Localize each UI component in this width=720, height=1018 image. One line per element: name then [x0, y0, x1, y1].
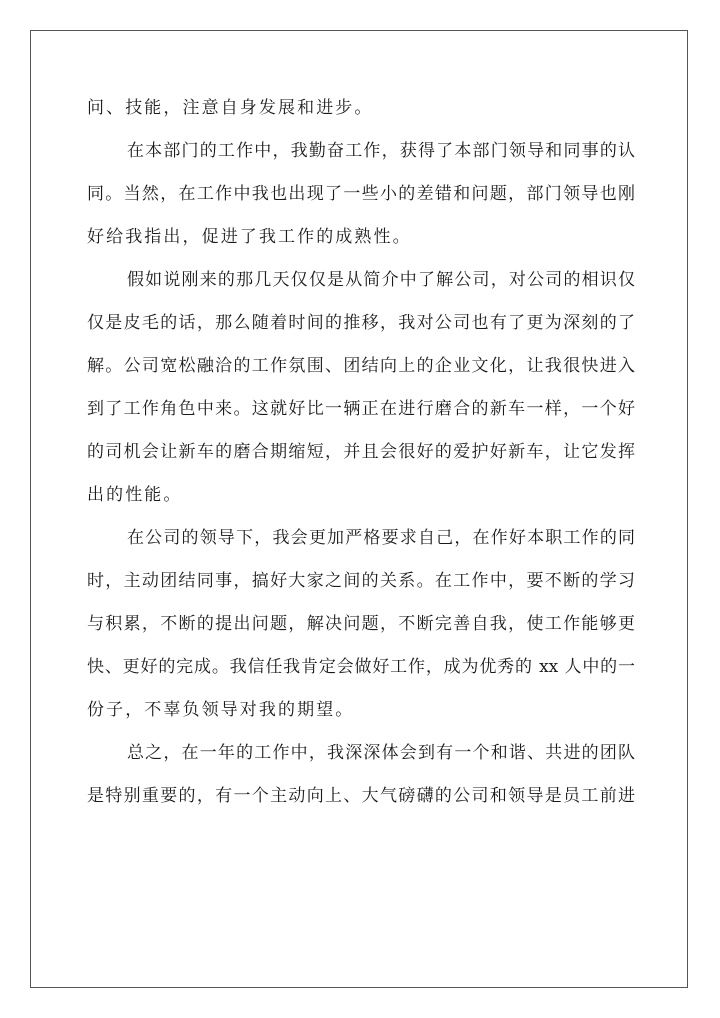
document-body	[87, 92, 635, 823]
text-line: 在公司的领导下，我会更加严格要求自己，在作好本职工作的同	[127, 528, 635, 548]
text-line: 与积累，不断的提出问题，解决问题，不断完善自我，使工作能够更	[87, 614, 635, 634]
text-line: 快、更好的完成。我信任我肯定会做好工作，成为优秀的 xx 人中的一	[87, 657, 635, 677]
paragraph-5	[87, 737, 635, 823]
paragraph-2	[87, 135, 635, 264]
paragraph-4	[87, 522, 635, 737]
text-line: 问、技能，注意自身发展和进步。	[87, 98, 374, 118]
text-line: 解。公司宽松融洽的工作氛围、团结向上的企业文化，让我很快进入	[87, 356, 635, 376]
text-line: 同。当然，在工作中我也出现了一些小的差错和问题，部门领导也刚	[87, 184, 635, 204]
text-line: 出的性能。	[87, 485, 183, 505]
text-line: 总之，在一年的工作中，我深深体会到有一个和谐、共进的团队	[127, 743, 635, 763]
text-line: 是特别重要的，有一个主动向上、大气磅礴的公司和领导是员工前进	[87, 786, 635, 806]
text-line: 的司机会让新车的磨合期缩短，并且会很好的爱护好新车，让它发挥	[87, 442, 635, 462]
text-line: 假如说刚来的那几天仅仅是从简介中了解公司，对公司的相识仅	[127, 270, 635, 290]
text-line: 到了工作角色中来。这就好比一辆正在进行磨合的新车一样，一个好	[87, 399, 635, 419]
text-line: 份子，不辜负领导对我的期望。	[87, 700, 355, 720]
text-line: 时，主动团结同事，搞好大家之间的关系。在工作中，要不断的学习	[87, 571, 635, 591]
text-line: 仅是皮毛的话，那么随着时间的推移，我对公司也有了更为深刻的了	[87, 313, 635, 333]
paragraph-3	[87, 264, 635, 522]
paragraph-1	[87, 92, 635, 135]
text-line: 在本部门的工作中，我勤奋工作，获得了本部门领导和同事的认	[127, 141, 635, 161]
text-line: 好给我指出，促进了我工作的成熟性。	[87, 227, 412, 247]
